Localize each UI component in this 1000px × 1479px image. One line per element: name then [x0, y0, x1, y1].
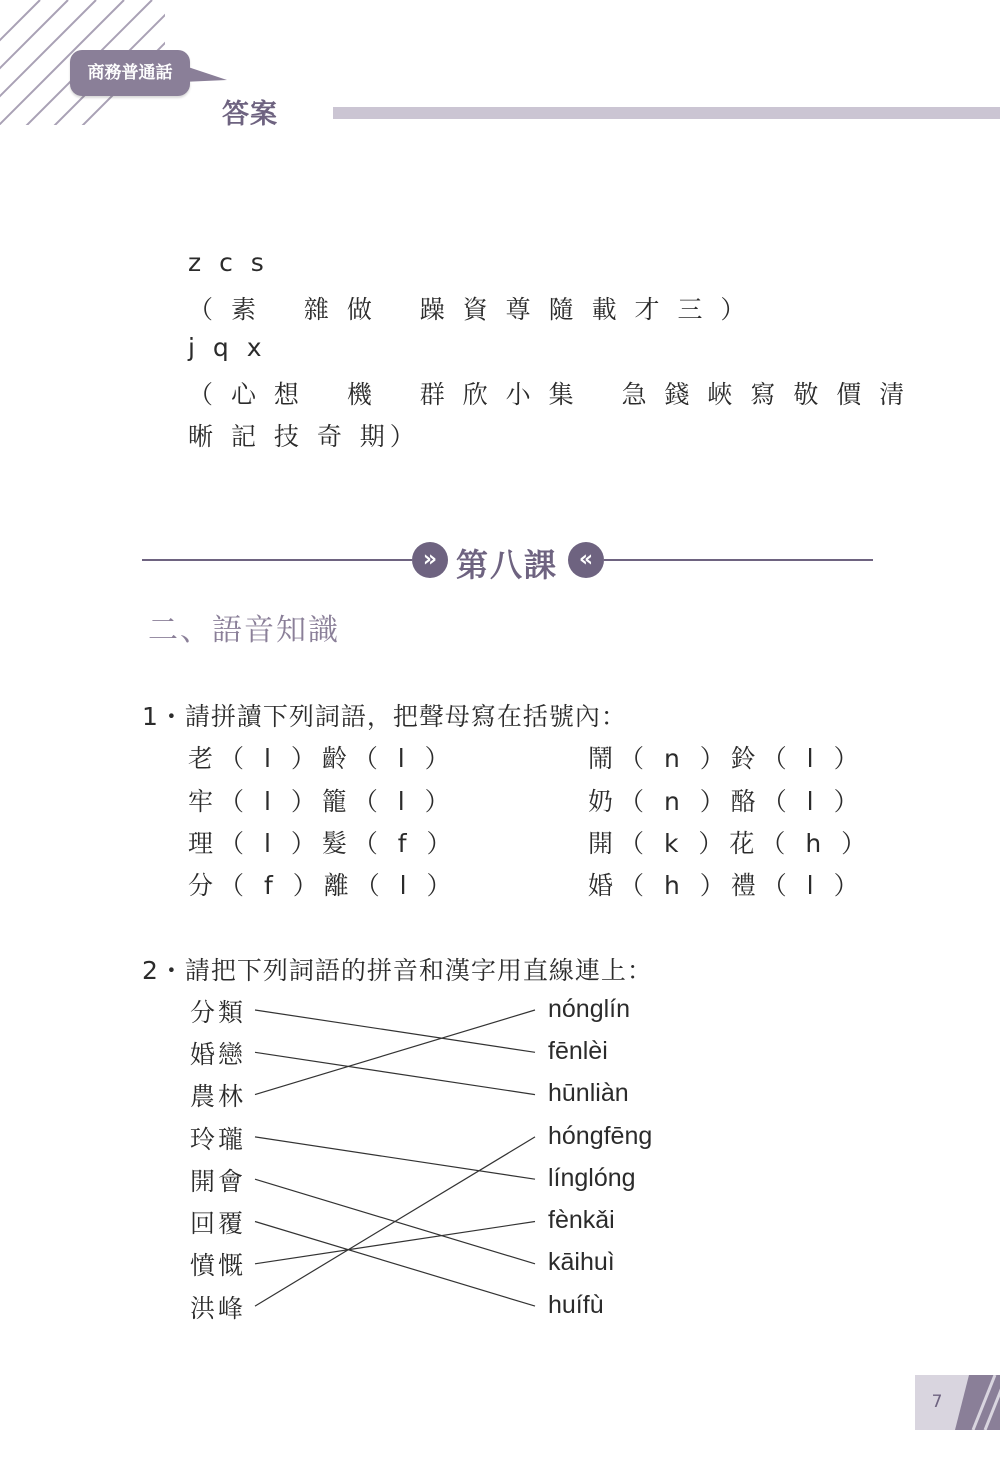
question-2-prompt: 2・請把下列詞語的拼音和漢字用直線連上：: [142, 956, 653, 985]
page-title: 答案: [222, 99, 278, 130]
page-corner-hatch-decoration: [955, 1375, 1000, 1430]
q1-right-item: 奶（ n ）酪（ l ）: [588, 787, 865, 816]
q1-right-item: 婚（ h ）禮（ l ）: [588, 871, 865, 900]
intro-line-3: j q x: [188, 333, 267, 362]
q2-pinyin: kāihuì: [548, 1248, 615, 1276]
lesson-rule-left: [142, 559, 412, 561]
tag-pointer-decoration: [182, 60, 227, 85]
q2-word: 回覆: [190, 1209, 247, 1238]
match-line: [255, 1137, 535, 1179]
q1-right-item: 開（ k ）花（ h ）: [588, 829, 873, 858]
match-line: [255, 1010, 535, 1095]
q1-right-item: 鬧（ n ）鈴（ l ）: [588, 744, 865, 773]
q2-word: 玲瓏: [190, 1125, 247, 1154]
lesson-title: 第八課: [456, 546, 559, 584]
match-line: [255, 1222, 535, 1264]
intro-line-2: （ 素 雜 做 躁 資 尊 隨 載 才 三 ）: [188, 295, 751, 324]
q2-word: 婚戀: [190, 1040, 247, 1069]
double-chevron-left-icon: «: [568, 542, 604, 578]
match-line: [255, 1010, 535, 1052]
book-title-tag: 商務普通話: [70, 50, 190, 96]
match-line: [255, 1179, 535, 1264]
q2-pinyin: hóngfēng: [548, 1122, 653, 1150]
q2-word: 農林: [190, 1082, 247, 1111]
q2-word: 開會: [190, 1167, 247, 1196]
match-line: [255, 1222, 535, 1307]
q2-pinyin: huífù: [548, 1291, 604, 1319]
section-heading: 二、語音知識: [148, 613, 340, 648]
q1-left-item: 牢（ l ）籠（ l ）: [188, 787, 456, 816]
q2-pinyin: hūnliàn: [548, 1079, 629, 1107]
q1-left-item: 分（ f ）離（ l ）: [188, 871, 458, 900]
double-chevron-right-icon: »: [412, 542, 448, 578]
q1-left-item: 理（ l ）髮（ f ）: [188, 829, 458, 858]
header-rule: [333, 107, 1000, 119]
intro-line-1: z c s: [188, 248, 269, 277]
q2-pinyin: nónglín: [548, 995, 631, 1023]
match-line: [255, 1052, 535, 1094]
q2-pinyin: fènkǎi: [548, 1206, 615, 1234]
q2-pinyin: fēnlèi: [548, 1037, 608, 1065]
q2-word: 分類: [190, 998, 247, 1027]
q2-word: 憤慨: [190, 1251, 247, 1280]
q2-pinyin: línglóng: [548, 1164, 636, 1192]
intro-line-5: 晰 記 技 奇 期）: [188, 422, 420, 451]
q1-left-item: 老（ l ）齡（ l ）: [188, 744, 456, 773]
question-1-prompt: 1・請拼讀下列詞語，把聲母寫在括號內：: [142, 702, 627, 731]
match-line: [255, 1137, 535, 1306]
intro-line-4: （ 心 想 機 群 欣 小 集 急 錢 峽 寫 敬 價 清: [188, 380, 910, 409]
page-number: 7: [931, 1392, 943, 1412]
q2-word: 洪峰: [190, 1294, 247, 1323]
lesson-rule-right: [604, 559, 873, 561]
